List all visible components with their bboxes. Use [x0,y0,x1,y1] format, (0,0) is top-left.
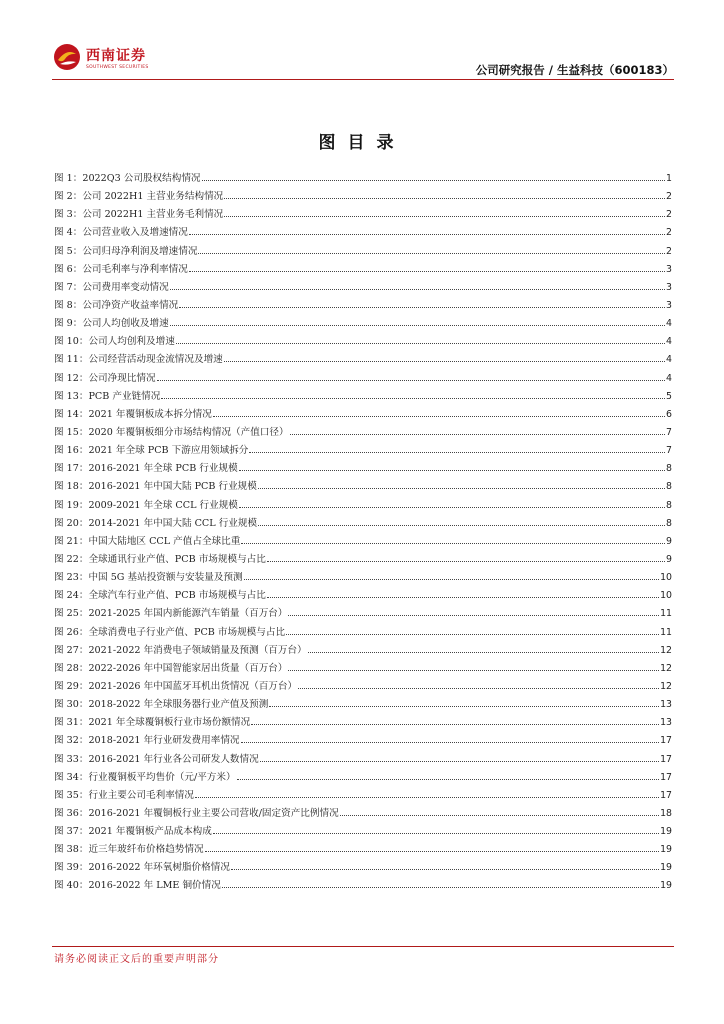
toc-figure-title: 2021 年全球覆铜板行业市场份额情况 [88,717,251,729]
page-header [52,40,674,80]
toc-page-number: 4 [666,354,672,366]
toc-leader-dots [258,488,665,489]
toc-leader-dots [258,525,665,526]
toc-figure-number: 图 37： [54,826,89,838]
toc-entry[interactable] [54,224,672,242]
toc-entry[interactable] [54,424,672,442]
company-logo [52,40,162,76]
toc-figure-number: 图 16： [54,445,89,457]
page-title: 图目录 [318,133,406,153]
toc-figure-title: 行业覆铜板平均售价（元/平方米） [88,771,236,783]
toc-page-number: 13 [660,717,672,729]
toc-leader-dots [222,887,659,888]
toc-figure-number: 图 6： [54,263,83,275]
toc-figure-number: 图 34： [54,771,89,783]
toc-entry[interactable] [54,732,672,750]
toc-figure-title: 2016-2021 年全球 PCB 行业规模 [88,463,238,475]
toc-entry[interactable] [54,370,672,388]
toc-figure-title: 公司 2022H1 主营业务毛利情况 [82,209,224,221]
toc-figure-number: 图 21： [54,535,89,547]
toc-entry[interactable] [54,188,672,206]
toc-leader-dots [286,634,659,635]
toc-figure-title: 2020 年覆铜板细分市场结构情况（产值口径） [88,426,289,438]
toc-entry[interactable] [54,551,672,569]
toc-figure-number: 图 20： [54,517,89,529]
toc-figure-title: 公司经营活动现金流情况及增速 [88,354,223,366]
toc-leader-dots [249,452,665,453]
toc-figure-number: 图 28： [54,662,89,674]
toc-figure-title: 公司毛利率与净利率情况 [82,263,188,275]
toc-figure-title: 全球汽车行业产值、PCB 市场规模与占比 [88,590,266,602]
toc-figure-number: 图 3： [54,209,83,221]
toc-figure-title: 公司营业收入及增速情况 [82,227,188,239]
logo-english-name: SOUTHWEST SECURITIES [86,65,149,70]
toc-figure-title: 2022Q3 公司股权结构情况 [82,173,201,184]
toc-entry[interactable] [54,841,672,859]
toc-leader-dots [179,307,665,308]
toc-figure-title: 中国大陆地区 CCL 产值占全球比重 [88,535,241,547]
toc-leader-dots [288,615,659,616]
toc-page-number: 17 [660,753,672,765]
toc-entry[interactable] [54,678,672,696]
toc-figure-number: 图 27： [54,644,89,656]
toc-figure-number: 图 33： [54,753,89,765]
toc-page-number: 4 [666,318,672,330]
toc-page-number: 19 [660,826,672,838]
toc-entry[interactable] [54,515,672,533]
toc-entry[interactable] [54,333,672,351]
toc-figure-number: 图 11： [54,354,89,366]
toc-leader-dots [189,234,665,235]
toc-entry[interactable] [54,315,672,333]
toc-figure-title: 2021-2025 年国内新能源汽车销量（百万台） [88,608,288,620]
toc-entry[interactable] [54,206,672,224]
toc-figure-title: 2021 年覆铜板成本拆分情况 [88,408,212,420]
toc-leader-dots [260,761,659,762]
toc-entry[interactable] [54,660,672,678]
toc-figure-title: 2021 年全球 PCB 下游应用领域拆分 [88,445,249,457]
toc-figure-number: 图 14： [54,408,89,420]
toc-entry[interactable] [54,751,672,769]
toc-leader-dots [170,325,665,326]
toc-entry[interactable] [54,279,672,297]
toc-leader-dots [298,688,659,689]
toc-entry[interactable] [54,261,672,279]
toc-entry[interactable] [54,805,672,823]
toc-figure-title: 全球通讯行业产值、PCB 市场规模与占比 [88,553,266,565]
toc-page-number: 17 [660,789,672,801]
toc-figure-title: 公司费用率变动情况 [82,281,169,293]
toc-page-number: 12 [660,662,672,674]
toc-page-number: 1 [666,173,672,184]
toc-entry[interactable] [54,714,672,732]
toc-figure-title: 2016-2022 年 LME 铜价情况 [88,880,221,892]
logo-emblem-icon [52,42,82,72]
toc-page-number: 3 [666,263,672,275]
toc-page-number: 17 [660,771,672,783]
toc-figure-number: 图 18： [54,481,89,493]
toc-leader-dots [231,869,659,870]
toc-figure-number: 图 22： [54,553,89,565]
logo-chinese-name: 西南证券 [86,48,146,64]
toc-page-number: 9 [666,535,672,547]
toc-figure-title: 2022-2026 年中国智能家居出货量（百万台） [88,662,288,674]
report-title: 公司研究报告 / 生益科技（600183） [475,63,674,77]
toc-page-number: 2 [666,227,672,239]
toc-page-number: 7 [666,445,672,457]
toc-leader-dots [170,289,665,290]
toc-figure-number: 图 4： [54,227,83,239]
toc-entry[interactable] [54,823,672,841]
toc-figure-title: 公司归母净利润及增速情况 [82,245,198,257]
toc-page-number: 19 [660,880,672,892]
toc-figure-number: 图 26： [54,626,89,638]
toc-leader-dots [213,416,665,417]
toc-figure-title: 2021 年覆铜板产品成本构成 [88,826,212,838]
toc-page-number: 8 [666,481,672,493]
toc-leader-dots [224,216,665,217]
toc-entry[interactable] [54,351,672,369]
toc-figure-number: 图 30： [54,699,89,711]
toc-leader-dots [241,543,665,544]
toc-figure-number: 图 12： [54,372,89,384]
toc-page-number: 17 [660,735,672,747]
toc-leader-dots [213,833,659,834]
toc-entry[interactable] [54,170,672,188]
toc-leader-dots [189,271,665,272]
toc-figure-title: 2009-2021 年全球 CCL 行业规模 [88,499,238,511]
toc-entry[interactable] [54,642,672,660]
toc-entry[interactable] [54,605,672,623]
toc-entry[interactable] [54,696,672,714]
toc-figure-title: 公司 2022H1 主营业务结构情况 [82,191,224,203]
toc-entry[interactable] [54,243,672,261]
toc-entry[interactable] [54,859,672,877]
footer-divider [52,946,674,947]
toc-figure-title: 2016-2021 年中国大陆 PCB 行业规模 [88,481,257,493]
toc-figure-number: 图 32： [54,735,89,747]
toc-figure-title: 公司人均创利及增速 [88,336,175,348]
toc-figure-number: 图 5： [54,245,83,257]
toc-entry[interactable] [54,297,672,315]
toc-leader-dots [239,507,665,508]
toc-figure-number: 图 2： [54,191,83,203]
footer-disclaimer: 请务必阅读正文后的重要声明部分 [54,954,219,965]
toc-page-number: 19 [660,844,672,856]
toc-page-number: 8 [666,463,672,475]
toc-page-number: 4 [666,336,672,348]
toc-entry[interactable] [54,569,672,587]
toc-leader-dots [237,779,659,780]
toc-leader-dots [290,434,665,435]
toc-leader-dots [340,815,659,816]
toc-figure-number: 图 7： [54,281,83,293]
figure-table-of-contents [54,170,672,896]
toc-leader-dots [251,724,659,725]
toc-entry[interactable] [54,442,672,460]
toc-entry[interactable] [54,877,672,895]
toc-page-number: 8 [666,499,672,511]
toc-figure-title: 行业主要公司毛利率情况 [88,789,194,801]
toc-page-number: 7 [666,426,672,438]
toc-page-number: 3 [666,281,672,293]
toc-leader-dots [198,253,665,254]
toc-entry[interactable] [54,460,672,478]
toc-page-number: 2 [666,191,672,203]
toc-figure-number: 图 8： [54,299,83,311]
toc-page-number: 12 [660,644,672,656]
toc-page-number: 19 [660,862,672,874]
toc-page-number: 13 [660,699,672,711]
toc-page-number: 2 [666,245,672,257]
toc-page-number: 9 [666,553,672,565]
toc-figure-number: 图 17： [54,463,89,475]
toc-figure-title: 中国 5G 基站投资额与安装量及预测 [88,572,243,584]
toc-entry[interactable] [54,497,672,515]
toc-entry[interactable] [54,406,672,424]
toc-leader-dots [267,597,659,598]
toc-figure-number: 图 15： [54,426,89,438]
toc-page-number: 4 [666,372,672,384]
toc-figure-title: 全球消费电子行业产值、PCB 市场规模与占比 [88,626,286,638]
toc-figure-title: 公司人均创收及增速 [82,318,169,330]
toc-figure-title: 2016-2021 年行业各公司研发人数情况 [88,753,259,765]
toc-leader-dots [161,398,665,399]
toc-figure-number: 图 29： [54,680,89,692]
toc-figure-number: 图 38： [54,844,89,856]
toc-figure-number: 图 25： [54,608,89,620]
toc-leader-dots [224,198,665,199]
toc-figure-number: 图 40： [54,880,89,892]
toc-entry[interactable] [54,787,672,805]
toc-page-number: 12 [660,680,672,692]
toc-leader-dots [239,470,665,471]
toc-figure-number: 图 10： [54,336,89,348]
toc-entry[interactable] [54,587,672,605]
toc-figure-number: 图 9： [54,318,83,330]
toc-leader-dots [267,561,665,562]
toc-figure-title: 近三年玻纤布价格趋势情况 [88,844,204,856]
toc-entry[interactable] [54,533,672,551]
header-divider [52,79,674,80]
toc-figure-number: 图 1： [54,173,83,184]
toc-leader-dots [176,343,665,344]
toc-page-number: 5 [666,390,672,402]
toc-figure-number: 图 19： [54,499,89,511]
toc-figure-title: 2016-2021 年覆铜板行业主要公司营收/固定资产比例情况 [88,807,339,819]
toc-page-number: 10 [660,590,672,602]
toc-leader-dots [205,851,659,852]
toc-entry[interactable] [54,478,672,496]
toc-figure-number: 图 36： [54,807,89,819]
toc-page-number: 11 [660,608,672,620]
toc-figure-number: 图 39： [54,862,89,874]
toc-page-number: 3 [666,299,672,311]
toc-page-number: 8 [666,517,672,529]
toc-leader-dots [157,380,665,381]
toc-entry[interactable] [54,624,672,642]
toc-figure-title: 2016-2022 年环氧树脂价格情况 [88,862,230,874]
toc-figure-number: 图 24： [54,590,89,602]
toc-page-number: 6 [666,408,672,420]
toc-figure-number: 图 31： [54,717,89,729]
toc-figure-title: PCB 产业链情况 [88,390,161,402]
toc-leader-dots [202,180,666,181]
toc-page-number: 10 [660,572,672,584]
toc-leader-dots [195,797,659,798]
toc-figure-title: 2018-2021 年行业研发费用率情况 [88,735,240,747]
toc-figure-title: 公司净资产收益率情况 [82,299,179,311]
toc-figure-title: 2021-2026 年中国蓝牙耳机出货情况（百万台） [88,680,298,692]
toc-leader-dots [244,579,659,580]
toc-page-number: 11 [660,626,672,638]
toc-entry[interactable] [54,388,672,406]
toc-figure-title: 2014-2021 年中国大陆 CCL 行业规模 [88,517,258,529]
toc-leader-dots [288,670,659,671]
toc-figure-number: 图 23： [54,572,89,584]
toc-leader-dots [224,361,665,362]
toc-entry[interactable] [54,769,672,787]
toc-figure-title: 2021-2022 年消费电子领域销量及预测（百万台） [88,644,307,656]
toc-figure-number: 图 13： [54,390,89,402]
toc-figure-title: 公司净现比情况 [88,372,156,384]
toc-page-number: 2 [666,209,672,221]
toc-leader-dots [269,706,659,707]
toc-figure-number: 图 35： [54,789,89,801]
toc-figure-title: 2018-2022 年全球服务器行业产值及预测 [88,699,269,711]
toc-page-number: 18 [660,807,672,819]
toc-leader-dots [241,742,660,743]
toc-leader-dots [308,652,659,653]
